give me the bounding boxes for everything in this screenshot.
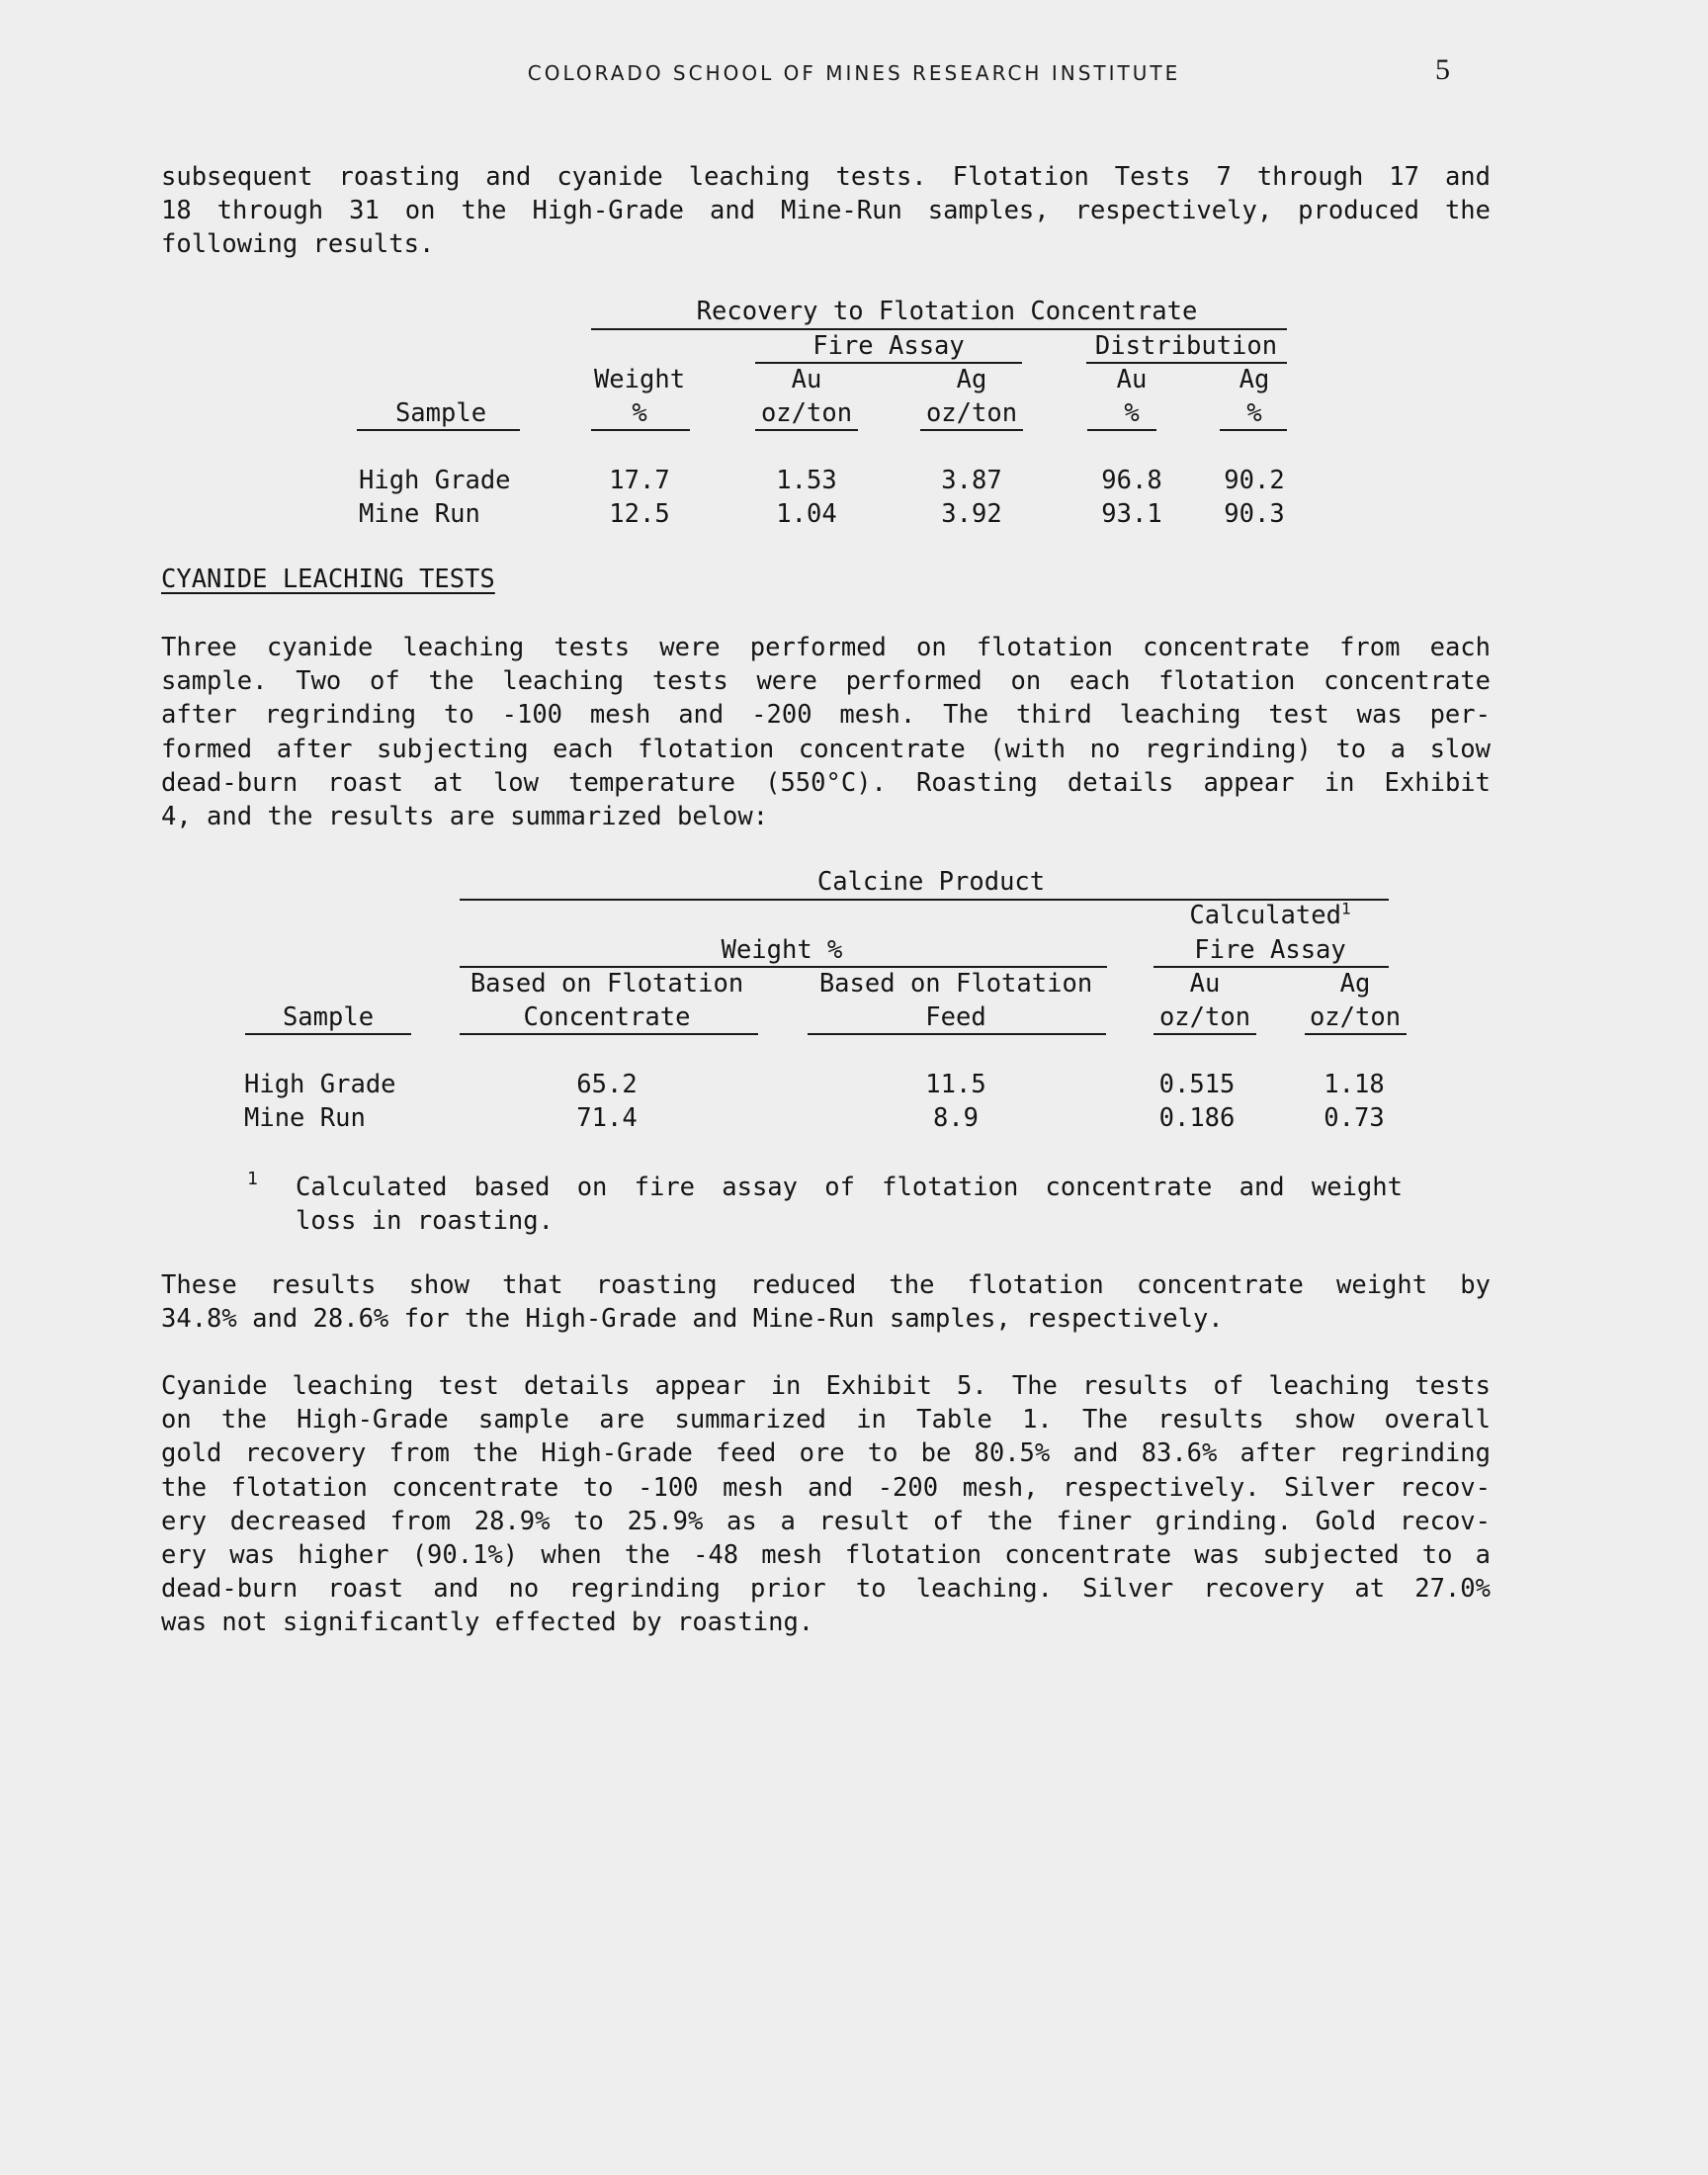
table-cell: 90.2 (1224, 466, 1285, 495)
table-cell: 3.92 (941, 499, 1002, 529)
header-weight: Weight (593, 365, 686, 394)
footnote-mark: 1 (247, 1169, 258, 1189)
text-line: gold recovery from the High-Grade feed ore to be 80.5% and 83.6% after regrinding (161, 1438, 1491, 1469)
table-title: Calcine Product (816, 867, 1046, 897)
header-au-dist-unit: % (1124, 398, 1140, 428)
text-line: These results show that roasting reduced the flotation concentrate weight by (161, 1270, 1491, 1300)
text-line: Three cyanide leaching tests were performed on flotation concentrate from each (161, 633, 1491, 662)
table-rule (920, 429, 1023, 431)
text-line: on the High-Grade sample are summarized in Table 1. The results show overall (161, 1405, 1491, 1436)
table-cell: 11.5 (925, 1070, 986, 1099)
table-row-sample: High Grade (244, 1070, 396, 1099)
text-line: after regrinding to -100 mesh and -200 mesh. The third leaching test was per- (161, 700, 1491, 731)
table-cell: 96.8 (1101, 466, 1162, 495)
header-conc: Based on Flotation (470, 969, 744, 999)
header-ag-dist-unit: % (1246, 398, 1262, 428)
header-au: Au (1189, 969, 1221, 999)
table-rule (591, 429, 690, 431)
header-ag-unit: oz/ton (1309, 1002, 1402, 1032)
table-rule (245, 1033, 411, 1035)
table-cell: 65.2 (576, 1070, 638, 1099)
text-line: subsequent roasting and cyanide leaching tests. Flotation Tests 7 through 17 and (161, 162, 1491, 192)
table-cell: 71.4 (576, 1103, 638, 1133)
text-line: 34.8% and 28.6% for the High-Grade and Mine-Run samples, respectively. (161, 1304, 1224, 1335)
group-distribution: Distribution (1094, 331, 1278, 361)
table-rule (755, 429, 858, 431)
text-line: dead-burn roast at low temperature (550°C). Roasting details appear in Exhibit (161, 767, 1491, 798)
text-line: ery decreased from 28.9% to 25.9% as a result of the finer grinding. Gold recov- (161, 1506, 1491, 1536)
table-rule (1305, 1033, 1407, 1035)
group-fire-assay: Fire Assay (1194, 935, 1346, 965)
text-line: formed after subjecting each flotation concentrate (with no regrinding) to a slow (161, 734, 1491, 764)
text-line: following results. (161, 229, 435, 260)
table-rule (1220, 429, 1287, 431)
group-calculated-label: Calculated (1189, 901, 1341, 930)
header-ag: Ag (956, 365, 987, 394)
table-row-sample: Mine Run (244, 1103, 366, 1133)
page-number: 5 (1435, 53, 1450, 86)
text-line: Cyanide leaching test details appear in Exhibit 5. The results of leaching tests (161, 1371, 1491, 1401)
intro-paragraph (161, 160, 1491, 262)
table-rule (460, 966, 1107, 968)
group-weight: Weight % (721, 935, 843, 965)
table-rule (1087, 429, 1156, 431)
table-row-sample: High Grade (359, 466, 511, 495)
table-row-sample: Mine Run (359, 499, 480, 529)
text-line: sample. Two of the leaching tests were performed on each flotation concentrate (161, 666, 1491, 697)
leaching-paragraph (161, 1369, 1491, 1640)
table-cell: 1.18 (1324, 1070, 1385, 1099)
roasting-paragraph (161, 1268, 1491, 1336)
text-line: loss in roasting. (296, 1206, 554, 1237)
table-cell: 8.9 (932, 1103, 980, 1133)
table-cell: 1.53 (776, 466, 837, 495)
table-cell: 0.186 (1158, 1103, 1236, 1133)
table-rule (808, 1033, 1106, 1035)
table-title: Recovery to Flotation Concentrate (696, 297, 1198, 326)
footnote-reference: 1 (1340, 899, 1351, 918)
table-rule (755, 362, 1022, 364)
cyanide-paragraph (161, 631, 1491, 833)
group-fire-assay: Fire Assay (812, 331, 965, 361)
header-feed: Based on Flotation (818, 969, 1093, 999)
table-cell: 1.04 (776, 499, 837, 529)
footnote (296, 1171, 1403, 1238)
table-rule (460, 1033, 758, 1035)
header-au-dist: Au (1116, 365, 1148, 394)
section-heading: CYANIDE LEACHING TESTS (161, 565, 495, 594)
text-line: dead-burn roast and no regrinding prior to leaching. Silver recovery at 27.0% (161, 1574, 1491, 1605)
header-sample: Sample (394, 398, 487, 428)
header-ag: Ag (1339, 969, 1371, 999)
header-conc-2: Concentrate (523, 1002, 691, 1032)
text-line: 18 through 31 on the High-Grade and Mine-Run samples, respectively, produced the (161, 196, 1491, 226)
header-au-unit: oz/ton (760, 398, 853, 428)
header-feed-2: Feed (925, 1002, 986, 1032)
table-cell: 0.73 (1324, 1103, 1385, 1133)
table-cell: 0.515 (1158, 1070, 1236, 1099)
table-cell: 17.7 (609, 466, 670, 495)
table-rule (1153, 966, 1389, 968)
header-ag-unit: oz/ton (925, 398, 1018, 428)
text-line: was not significantly effected by roasting. (161, 1608, 814, 1638)
table-rule (1086, 362, 1287, 364)
header-au: Au (791, 365, 822, 394)
table-cell: 12.5 (609, 499, 670, 529)
header-sample: Sample (282, 1002, 375, 1032)
text-line: the flotation concentrate to -100 mesh and -200 mesh, respectively. Silver recov- (161, 1472, 1491, 1503)
table-rule (357, 429, 520, 431)
group-calculated (1189, 901, 1350, 930)
text-line: ery was higher (90.1%) when the -48 mesh flotation concentrate was subjected to a (161, 1540, 1491, 1571)
header-ag-dist: Ag (1238, 365, 1270, 394)
text-line: Calculated based on fire assay of flotation concentrate and weight (296, 1173, 1403, 1202)
table-cell: 3.87 (941, 466, 1002, 495)
table-cell: 90.3 (1224, 499, 1285, 529)
running-head: COLORADO SCHOOL OF MINES RESEARCH INSTITUTE (527, 61, 1181, 85)
header-au-unit: oz/ton (1158, 1002, 1251, 1032)
table-rule (1153, 1033, 1256, 1035)
text-line: 4, and the results are summarized below: (161, 802, 769, 832)
header-weight-unit: % (632, 398, 647, 428)
table-rule (591, 328, 1287, 330)
table-cell: 93.1 (1101, 499, 1162, 529)
